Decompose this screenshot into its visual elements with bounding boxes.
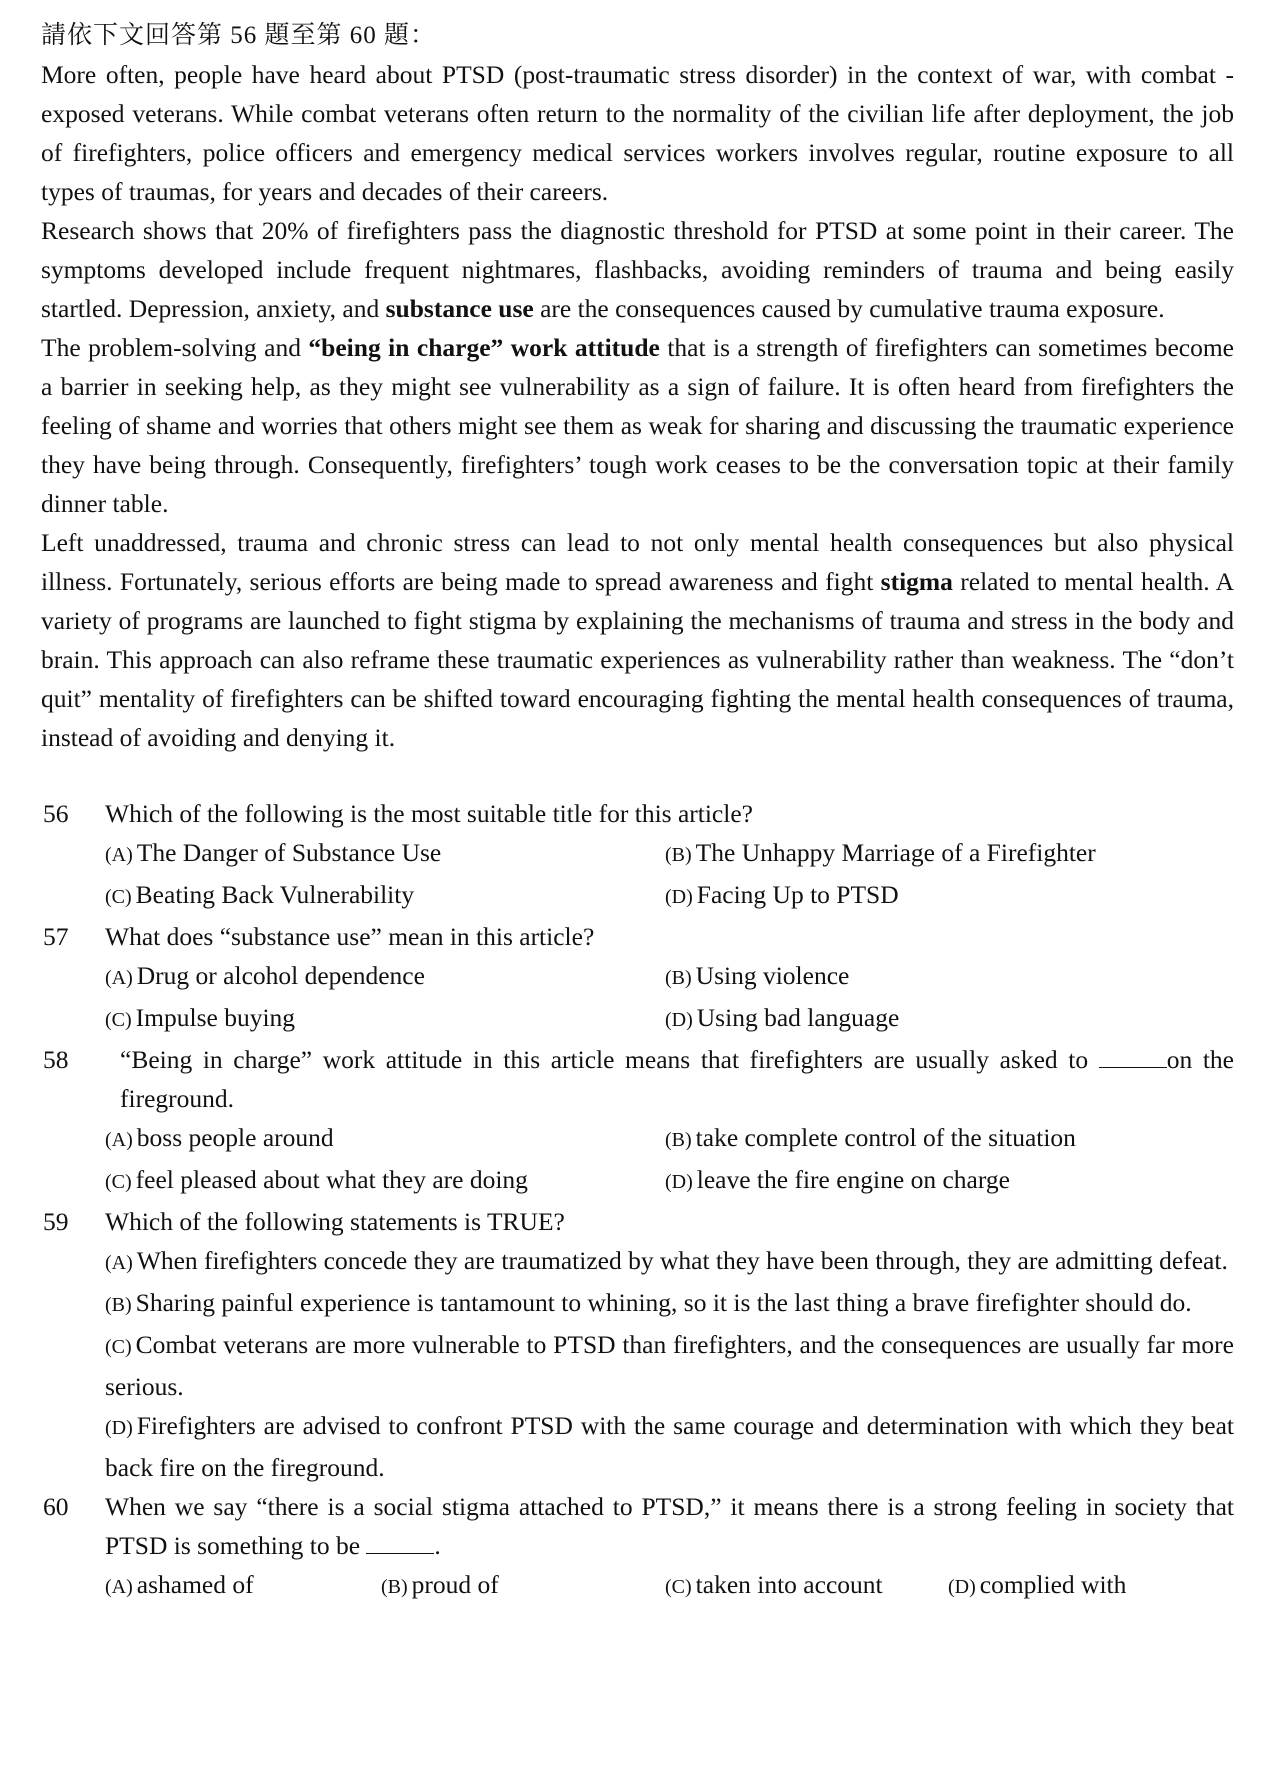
question-number: 56 <box>43 799 69 828</box>
option-b[interactable] <box>665 1118 1234 1160</box>
instruction: 請依下文回答第 56 題至第 60 題： <box>41 22 437 49</box>
option-c[interactable] <box>105 998 665 1040</box>
question-60 <box>41 1487 1234 1607</box>
passage-text: related to mental health. A variety of programs are launched to fight stigma by explaining the mechanisms of trauma and stress in the body and brain. This approach can also reframe these traumatic experiences as vulnerability rather than weakness. The “don’t quit” mentality of firefighters can be shifted toward encouraging fighting the mental health consequences of trauma, instead of avoiding and denying it. <box>41 567 1234 752</box>
option-label: (C) <box>105 1171 132 1193</box>
option-a[interactable] <box>105 956 665 998</box>
passage-text: Left unaddressed, trauma and chronic stress can lead to not only mental health consequences but also physical illness. Fortunately, serious efforts are being made to spread awareness and fight <box>41 528 1234 596</box>
option-label: (A) <box>105 1252 133 1274</box>
bold-term-substance-use: substance use <box>385 294 534 323</box>
option-text: Facing Up to PTSD <box>696 880 899 909</box>
option-b[interactable] <box>665 956 1234 998</box>
option-label: (D) <box>948 1576 976 1598</box>
stem-text: . <box>434 1531 441 1560</box>
question-number: 59 <box>43 1207 69 1236</box>
question-stem <box>105 1487 1234 1565</box>
option-a[interactable] <box>105 1241 1234 1283</box>
option-label: (A) <box>105 967 133 989</box>
option-label: (C) <box>105 1336 132 1358</box>
option-b[interactable] <box>381 1565 665 1607</box>
question-stem: What does “substance use” mean in this article? <box>105 922 595 951</box>
question-number: 60 <box>43 1492 69 1521</box>
passage-paragraph-4 <box>41 523 1234 757</box>
option-label: (A) <box>105 1129 133 1151</box>
stem-text: When we say “there is a social stigma attached to PTSD,” it means there is a strong feeling in society that PTSD is something to be <box>105 1492 1234 1560</box>
question-number: 57 <box>43 922 69 951</box>
option-text: Drug or alcohol dependence <box>136 961 425 990</box>
option-label: (C) <box>665 1576 692 1598</box>
question-stem: Which of the following statements is TRUE? <box>105 1207 565 1236</box>
question-58 <box>41 1040 1234 1202</box>
option-label: (D) <box>105 1417 133 1439</box>
passage-paragraph-2 <box>41 211 1234 328</box>
option-label: (A) <box>105 844 133 866</box>
passage-paragraph-1: More often, people have heard about PTSD (post-traumatic stress disorder) in the context of war, with combat -exposed veterans. While combat veterans often return to the normality of the civilian life after deployment, the job of firefighters, police officers and emergency medical services workers involves regular, routine exposure to all types of traumas, for years and decades of their careers. <box>41 60 1234 206</box>
passage-text: that is a strength of firefighters can sometimes become a barrier in seeking help, as they might see vulnerability as a sign of failure. It is often heard from firefighters the feeling of shame and worries that others might see them as weak for sharing and discussing the traumatic experience they have being through. Consequently, firefighters’ tough work ceases to be the conversation topic at their family dinner table. <box>41 333 1235 518</box>
option-label: (C) <box>105 1009 132 1031</box>
reading-passage <box>41 55 1234 757</box>
option-text: feel pleased about what they are doing <box>135 1165 528 1194</box>
option-text: ashamed of <box>136 1570 254 1599</box>
option-text: Impulse buying <box>135 1003 296 1032</box>
option-text: taken into account <box>695 1570 883 1599</box>
option-a[interactable] <box>105 1118 665 1160</box>
option-d[interactable] <box>665 998 1234 1040</box>
option-text: complied with <box>979 1570 1127 1599</box>
answer-blank <box>366 1531 434 1554</box>
question-59 <box>41 1202 1234 1487</box>
option-label: (D) <box>665 886 693 908</box>
exam-page <box>41 16 1234 1607</box>
option-d[interactable] <box>665 875 1234 917</box>
answer-blank <box>1099 1045 1167 1068</box>
option-text: boss people around <box>136 1123 334 1152</box>
option-b[interactable] <box>665 833 1234 875</box>
question-stem: Which of the following is the most suitable title for this article? <box>105 799 753 828</box>
option-d[interactable] <box>105 1406 1234 1487</box>
option-a[interactable] <box>105 1565 381 1607</box>
option-text: Combat veterans are more vulnerable to PTSD than firefighters, and the consequences are usually far more serious. <box>105 1330 1234 1401</box>
option-c[interactable] <box>105 875 665 917</box>
bold-term-being-in-charge: “being in charge” work attitude <box>308 333 660 362</box>
option-text: take complete control of the situation <box>695 1123 1076 1152</box>
option-text: Beating Back Vulnerability <box>135 880 415 909</box>
option-label: (C) <box>105 886 132 908</box>
option-label: (B) <box>105 1294 132 1316</box>
question-stem <box>105 1040 1234 1118</box>
passage-text: The problem-solving and <box>41 333 309 362</box>
passage-text: Research shows that 20% of firefighters pass the diagnostic threshold for PTSD at some point in their career. The symptoms developed include frequent nightmares, flashbacks, avoiding reminders of trauma and being easily startled. Depression, anxiety, and <box>41 216 1234 323</box>
option-label: (B) <box>665 1129 692 1151</box>
question-57 <box>41 917 1234 1040</box>
option-text: Using bad language <box>696 1003 900 1032</box>
option-d[interactable] <box>948 1565 1234 1607</box>
option-c[interactable] <box>105 1325 1234 1406</box>
option-label: (D) <box>665 1171 693 1193</box>
option-text: The Danger of Substance Use <box>136 838 442 867</box>
option-text: leave the fire engine on charge <box>696 1165 1010 1194</box>
option-b[interactable] <box>105 1283 1234 1325</box>
option-label: (A) <box>105 1576 133 1598</box>
option-label: (B) <box>665 844 692 866</box>
option-text: proud of <box>411 1570 499 1599</box>
option-a[interactable] <box>105 833 665 875</box>
option-d[interactable] <box>665 1160 1234 1202</box>
question-list <box>41 794 1234 1607</box>
option-text: The Unhappy Marriage of a Firefighter <box>695 838 1096 867</box>
question-number: 58 <box>43 1045 69 1074</box>
option-label: (B) <box>665 967 692 989</box>
option-text: Using violence <box>695 961 850 990</box>
passage-text: are the consequences caused by cumulative trauma exposure. <box>533 294 1165 323</box>
bold-term-stigma: stigma <box>880 567 953 596</box>
option-text: Firefighters are advised to confront PTSD with the same courage and determination with which they beat back fire on the fireground. <box>105 1411 1234 1482</box>
passage-paragraph-3 <box>41 328 1234 523</box>
option-label: (B) <box>381 1576 408 1598</box>
option-c[interactable] <box>665 1565 948 1607</box>
option-text: Sharing painful experience is tantamount to whining, so it is the last thing a brave firefighter should do. <box>135 1288 1192 1317</box>
option-c[interactable] <box>105 1160 665 1202</box>
option-label: (D) <box>665 1009 693 1031</box>
question-56 <box>41 794 1234 917</box>
option-text: When firefighters concede they are traumatized by what they have been through, they are admitting defeat. <box>136 1246 1228 1275</box>
stem-text: “Being in charge” work attitude in this article means that firefighters are usually asked to <box>120 1045 1099 1074</box>
stem-text: on the fireground. <box>120 1045 1234 1113</box>
